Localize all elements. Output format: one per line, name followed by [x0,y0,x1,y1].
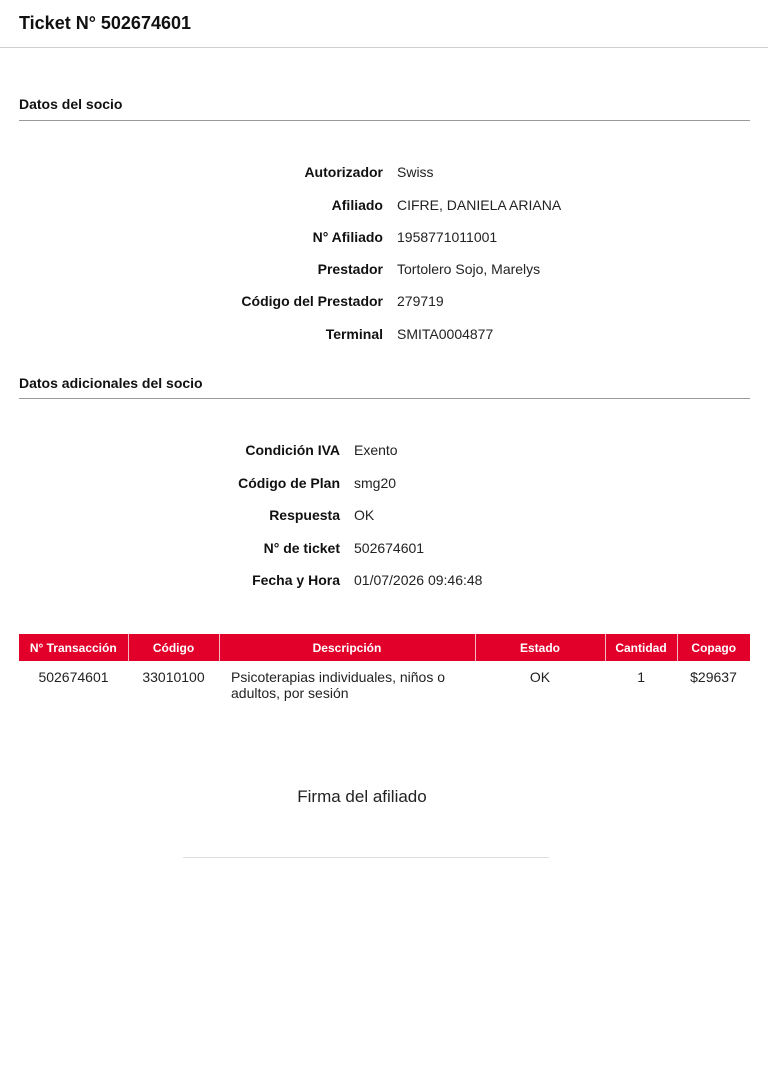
field-label-prestador: Prestador [317,261,383,277]
column-header-cantidad: Cantidad [605,634,677,661]
column-header-estado: Estado [475,634,605,661]
table-header-row [19,634,750,661]
field-label-codigo-plan: Código de Plan [238,475,340,491]
table-row [19,661,750,707]
field-value-prestador: Tortolero Sojo, Marelys [397,261,541,277]
field-label-terminal: Terminal [325,326,383,342]
column-header-codigo: Código [128,634,219,661]
ticket-title: Ticket N° 502674601 [19,13,191,33]
section-divider-datos-socio [19,120,750,121]
signature-line [183,857,549,858]
field-value-codigo-prestador: 279719 [397,293,444,309]
field-label-codigo-prestador: Código del Prestador [241,293,383,309]
transactions-table [19,634,750,707]
field-value-afiliado: CIFRE, DANIELA ARIANA [397,197,562,213]
cell-cantidad: 1 [637,669,645,685]
field-value-numero-ticket: 502674601 [354,540,425,556]
field-label-autorizador: Autorizador [304,164,383,180]
cell-transaccion: 502674601 [38,669,109,685]
cell-estado: OK [529,669,551,685]
column-header-descripcion: Descripción [219,634,475,661]
section-title-datos-adicionales: Datos adicionales del socio [19,375,203,391]
field-label-afiliado: Afiliado [331,197,383,213]
section-divider-datos-adicionales [19,398,750,399]
cell-descripcion: Psicoterapias individuales, niños o adultos, por sesión [231,669,446,701]
field-label-respuesta: Respuesta [269,507,340,523]
field-label-condicion-iva: Condición IVA [245,442,340,458]
cell-copago: $29637 [690,669,737,685]
section-title-datos-socio: Datos del socio [19,96,123,112]
column-header-copago: Copago [677,634,750,661]
header-divider [0,47,768,48]
field-value-autorizador: Swiss [397,164,434,180]
cell-codigo: 33010100 [142,669,205,685]
field-label-numero-afiliado: N° Afiliado [312,229,383,245]
field-label-numero-ticket: N° de ticket [263,540,340,556]
field-value-numero-afiliado: 1958771011001 [397,229,498,245]
field-value-terminal: SMITA0004877 [397,326,494,342]
field-value-condicion-iva: Exento [354,442,398,458]
field-value-respuesta: OK [354,507,375,523]
signature-label: Firma del afiliado [297,787,427,806]
field-label-fecha-hora: Fecha y Hora [252,572,340,588]
column-header-transaccion: N° Transacción [19,634,128,661]
field-value-codigo-plan: smg20 [354,475,397,491]
field-value-fecha-hora: 01/07/2026 09:46:48 [354,572,483,588]
